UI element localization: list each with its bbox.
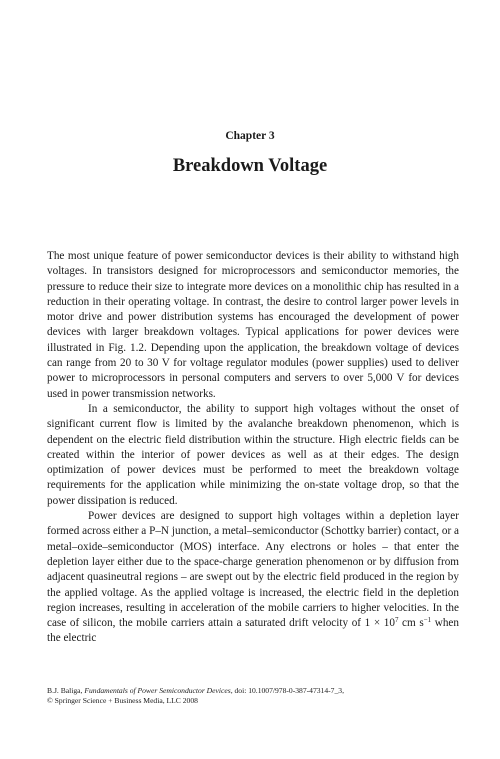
citation-line [47,686,467,696]
velocity-exponent: 7 [394,616,399,625]
velocity-unit: cm s [398,617,424,630]
citation-doi: , doi: 10.1007/978-0-387-47314-7_3, [230,686,344,695]
paragraph-3-end: when the electric [47,617,459,645]
paragraph-2: In a semiconductor, the ability to support high voltages without the onset of significant current flow is limited by the avalanche breakdown phenomenon, which is dependent on the electric field distribution within the structure. High electric fields can be created within the interior of power devices as well as at their edges. The design optimization of power devices must be performed to meet the breakdown voltage requirements for the application while minimizing the on-state voltage drop, so that the power dissipation is reduced. [47,402,459,507]
chapter-title: Breakdown Voltage [172,156,328,176]
citation-author: B.J. Baliga, [47,686,85,695]
copyright-line: © Springer Science + Business Media, LLC 2008 [47,696,198,705]
paragraph-3-main: Power devices are designed to support high voltages within a depletion layer formed across either a P–N junction, a metal–semiconductor (Schottky barrier) contact, or a metal–oxide–semiconductor (MOS) interface. Any electrons or holes – that enter the depletion layer either due to the space-charge generation phenomenon or by diffusion from adjacent quasineutral regions – are swept out by the electric field produced in the region by the applied voltage. As the applied voltage is increased, the electric field in the depletion region increases, resulting in acceleration of the mobile carriers to higher velocities. In the case of silicon, the mobile carriers attain a saturated drift velocity of 1 × 10 [47,510,459,630]
unit-exponent: −1 [423,616,432,625]
chapter-label: Chapter 3 [225,130,275,142]
footer-citation [47,686,467,706]
chapter-body [47,249,459,647]
citation-book-title: Fundamentals of Power Semiconductor Devices [84,686,231,695]
paragraph-1: The most unique feature of power semiconductor devices is their ability to withstand high voltages. In transistors designed for microprocessors and semiconductor memories, the pressure to reduce their size to integrate more devices on a monolithic chip has resulted in a reduction in their operating voltage. In contrast, the desire to control larger power levels in motor drive and power distribution systems has encouraged the development of power devices with larger breakdown voltages. Typical applications for power devices were illustrated in Fig. 1.2. Depending upon the application, the breakdown voltage of devices can range from 20 to 30 V for voltage regulator modules (power supplies) used to deliver power to microprocessors in personal computers and servers to over 5,000 V for devices used in power transmission networks. [47,250,459,400]
paragraph-3 [47,509,459,647]
